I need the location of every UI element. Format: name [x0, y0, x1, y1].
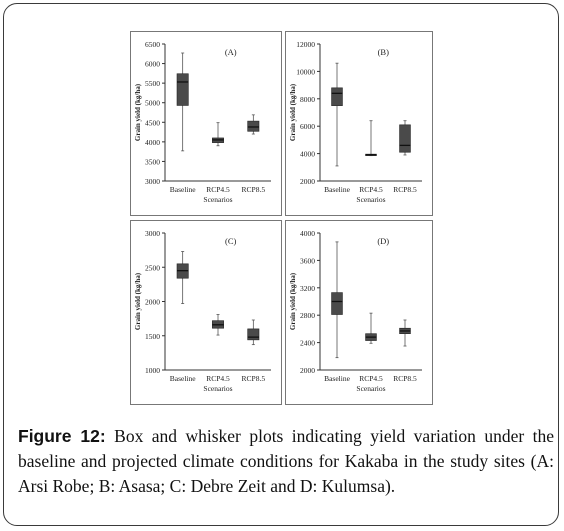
y-tick-label: 3000 — [145, 177, 160, 186]
y-axis-title: Grain yield (kg/ha) — [289, 83, 297, 142]
y-tick-label: 1000 — [145, 366, 160, 375]
y-axis-title: Grain yield (kg/ha) — [134, 272, 142, 331]
chart-panel-a — [130, 31, 282, 216]
box-iqr — [177, 74, 188, 106]
y-tick-label: 3500 — [145, 157, 160, 167]
box-iqr — [332, 88, 343, 106]
y-tick-label: 4000 — [300, 229, 315, 238]
y-tick-label: 2800 — [300, 311, 315, 321]
y-tick-label: 3200 — [300, 283, 315, 293]
x-tick-label: RCP8.5 — [393, 374, 417, 383]
x-axis-title: Scenarios — [203, 384, 233, 393]
box-iqr — [400, 125, 411, 152]
x-axis-title: Scenarios — [356, 195, 386, 204]
y-tick-label: 4500 — [145, 118, 160, 128]
y-tick-label: 3000 — [145, 229, 160, 238]
y-tick-label: 2000 — [300, 177, 315, 186]
y-axis-title: Grain yield (kg/ha) — [289, 272, 297, 331]
y-tick-label: 5000 — [145, 98, 160, 108]
chart-panel-c — [130, 220, 282, 405]
panel-label: (C) — [225, 236, 237, 246]
panel-label: (D) — [377, 236, 390, 246]
x-tick-label: RCP4.5 — [206, 185, 230, 194]
y-tick-label: 2000 — [145, 297, 160, 307]
y-tick-label: 12000 — [296, 40, 315, 49]
box-iqr — [332, 293, 343, 315]
panel-label: (B) — [377, 47, 389, 57]
x-tick-label: Baseline — [324, 374, 350, 383]
x-tick-label: Baseline — [169, 185, 196, 194]
x-axis-title: Scenarios — [203, 195, 233, 204]
y-tick-label: 1500 — [145, 331, 160, 341]
box-plot-svg — [286, 221, 432, 404]
box-plot-svg — [131, 32, 281, 215]
caption-label: Figure 12: — [18, 426, 106, 446]
x-tick-label: RCP8.5 — [241, 185, 266, 194]
y-tick-label: 2400 — [300, 338, 315, 348]
box-plot-svg — [286, 32, 432, 215]
box-iqr — [248, 329, 259, 340]
x-tick-label: RCP4.5 — [359, 185, 383, 194]
y-tick-label: 6500 — [145, 40, 160, 49]
chart-panel-d — [285, 220, 433, 405]
x-tick-label: RCP8.5 — [393, 185, 417, 194]
x-tick-label: Baseline — [169, 374, 196, 383]
caption-text: Box and whisker plots indicating yield variation under the baseline and projected climate conditions for Kakaba in the study sites (A: Arsi Robe; B: Asasa; C: Debre Zeit and D: Kulumsa). — [18, 426, 554, 496]
y-tick-label: 10000 — [296, 67, 315, 77]
x-tick-label: Baseline — [324, 185, 350, 194]
y-tick-label: 4000 — [145, 137, 160, 147]
y-tick-label: 2500 — [145, 263, 160, 273]
y-tick-label: 4000 — [300, 149, 315, 159]
box-iqr — [248, 121, 259, 131]
y-tick-label: 6000 — [300, 122, 315, 132]
y-tick-label: 2000 — [300, 366, 315, 375]
y-tick-label: 5500 — [145, 79, 160, 89]
x-axis-title: Scenarios — [356, 384, 386, 393]
panel-label: (A) — [224, 47, 237, 57]
x-tick-label: RCP4.5 — [206, 374, 230, 383]
y-tick-label: 6000 — [145, 59, 160, 69]
box-plot-svg — [131, 221, 281, 404]
chart-panel-b — [285, 31, 433, 216]
y-tick-label: 3600 — [300, 256, 315, 266]
x-tick-label: RCP8.5 — [241, 374, 266, 383]
figure-frame — [3, 3, 559, 526]
y-axis-title: Grain yield (kg/ha) — [134, 83, 142, 142]
figure-caption — [18, 424, 554, 499]
x-tick-label: RCP4.5 — [359, 374, 383, 383]
y-tick-label: 8000 — [300, 94, 315, 104]
